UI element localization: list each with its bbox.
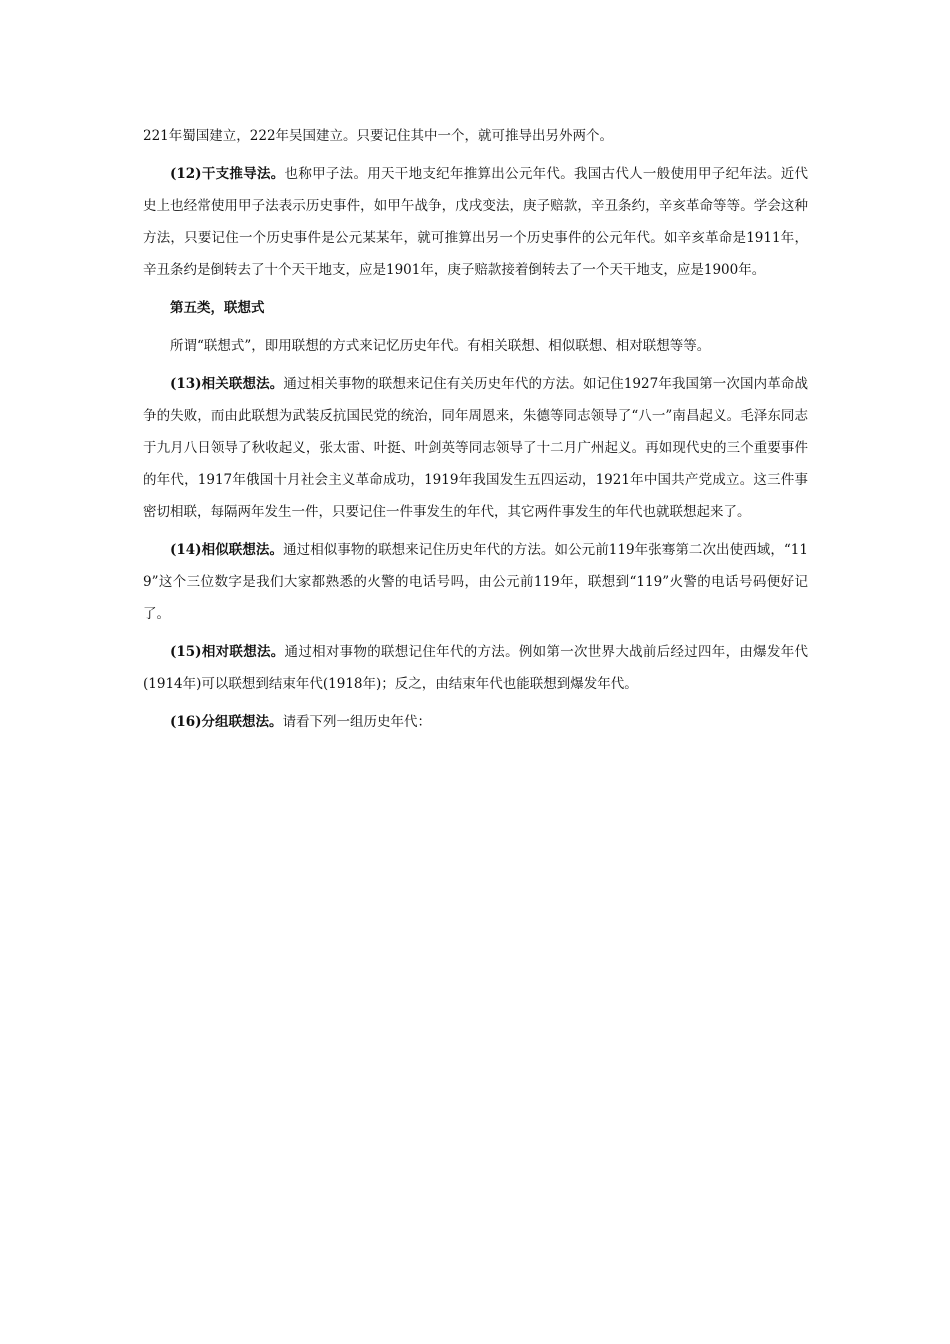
paragraph-text: 通过相关事物的联想来记住有关历史年代的方法。如记住1927年我国第一次国内革命战争的失败，而由此联想为武装反抗国民党的统治，同年周恩来，朱德等同志领导了“八一”南昌起义。毛泽东同志于九月八日领导了秋收起义，张太雷、叶挺、叶剑英等同志领导了十二月广州起义。再如现代史的三个重要事件的年代，1917年俄国十月社会主义革命成功，1919年我国发生五四运动，1921年中国共产党成立。这三件事密切相联，每隔两年发生一件，只要记住一件事发生的年代，其它两件事发生的年代也就联想起来了。 — [143, 376, 808, 520]
paragraph-opposite-association — [143, 636, 808, 700]
paragraph-group-association — [143, 706, 808, 738]
method-term: (16)分组联想法。 — [170, 714, 283, 730]
method-term: (14)相似联想法。 — [170, 542, 284, 558]
paragraph-similar-association — [143, 534, 808, 630]
paragraph-ganzhi-method — [143, 158, 808, 286]
document-page — [143, 120, 808, 744]
method-term: (13)相关联想法。 — [170, 376, 284, 392]
paragraph-three-kingdoms-continuation — [143, 120, 808, 152]
paragraph-text: 221年蜀国建立，222年吴国建立。只要记住其中一个，就可推导出另外两个。 — [143, 128, 614, 144]
paragraph-related-association — [143, 368, 808, 528]
section-heading: 第五类，联想式 — [170, 300, 265, 316]
paragraph-text: 通过相似事物的联想来记住历史年代的方法。如公元前119年张骞第二次出使西域，“119”这个三位数字是我们大家都熟悉的火警的电话号吗，由公元前119年，联想到“119”火警的电话号码便好记了。 — [143, 542, 808, 622]
section-intro — [143, 330, 808, 362]
method-term: (12)干支推导法。 — [170, 166, 285, 182]
paragraph-text: 也称甲子法。用天干地支纪年推算出公元年代。我国古代人一般使用甲子纪年法。近代史上也经常使用甲子法表示历史事件，如甲午战争，戊戌变法，庚子赔款，辛丑条约，辛亥革命等等。学会这种方法，只要记住一个历史事件是公元某某年，就可推算出另一个历史事件的公元年代。如辛亥革命是1911年，辛丑条约是倒转去了十个天干地支，应是1901年，庚子赔款接着倒转去了一个天干地支，应是1900年。 — [143, 166, 809, 278]
paragraph-text: 所谓“联想式”，即用联想的方式来记忆历史年代。有相关联想、相似联想、相对联想等等。 — [170, 338, 711, 354]
paragraph-text: 请看下列一组历史年代： — [282, 714, 432, 730]
method-term: (15)相对联想法。 — [170, 644, 285, 660]
paragraph-text: 通过相对事物的联想记住年代的方法。例如第一次世界大战前后经过四年，由爆发年代(1914年)可以联想到结束年代(1918年)；反之，由结束年代也能联想到爆发年代。 — [143, 644, 809, 692]
